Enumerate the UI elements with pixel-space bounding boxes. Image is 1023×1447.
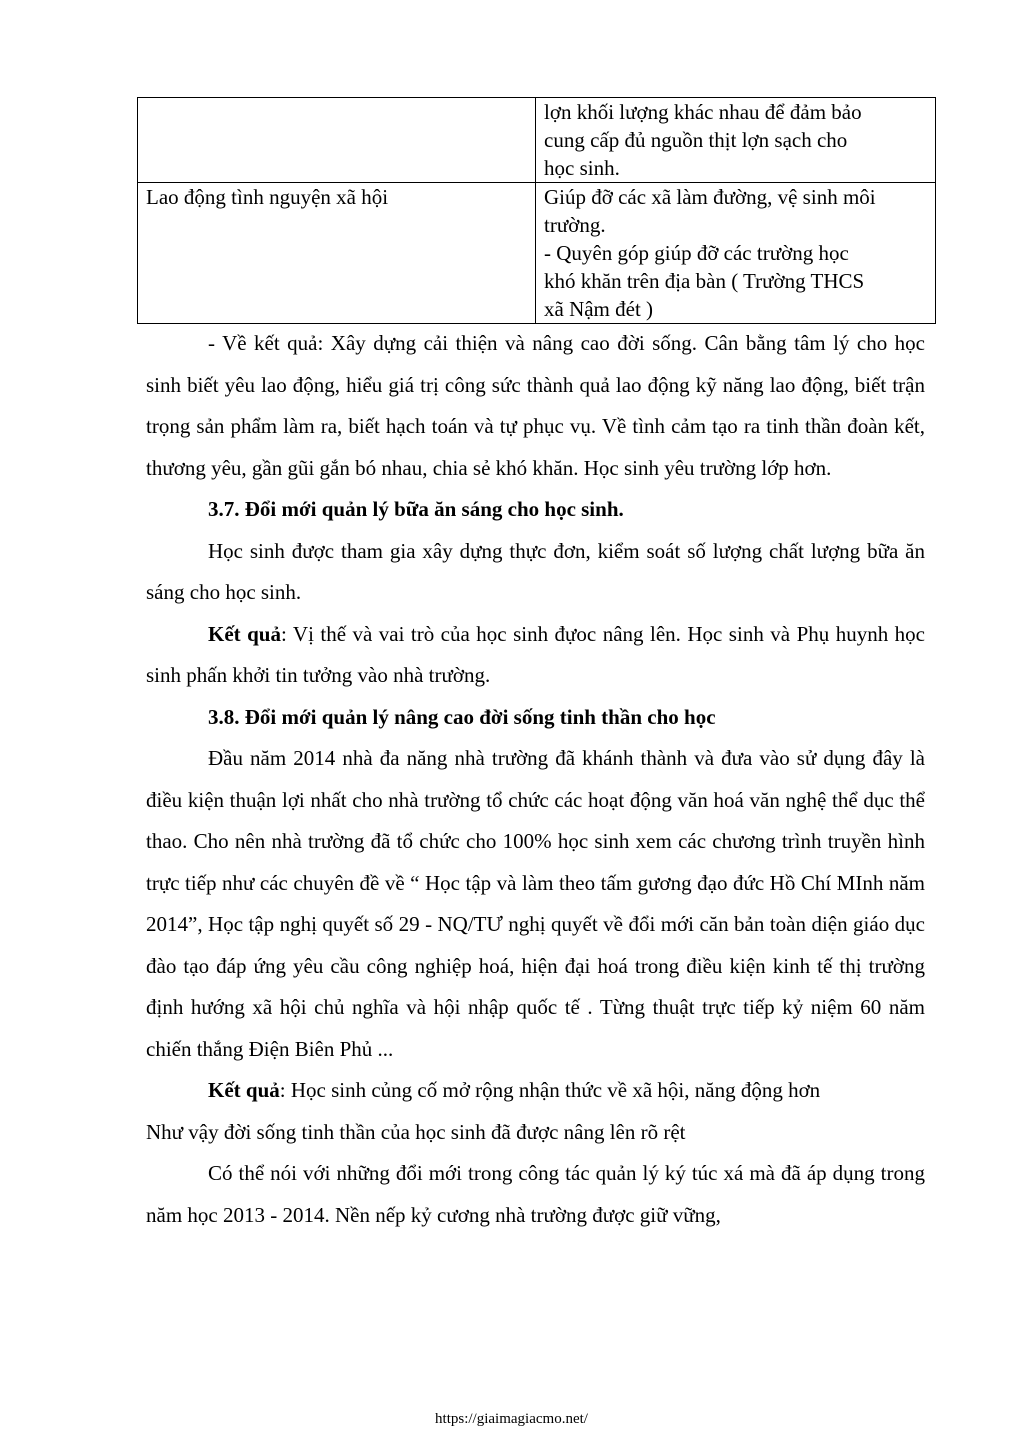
section-heading-3-7: 3.7. Đổi mới quản lý bữa ăn sáng cho học sinh.: [208, 497, 624, 521]
spiritual-life-paragraph: Đầu năm 2014 nhà đa năng nhà trường đã khánh thành và đưa vào sử dụng đây là điều kiện thuận lợi nhất cho nhà trường tổ chức các hoạt động văn hoá văn nghệ thể dục thể thao. Cho nên nhà trường đã tổ chức cho 100% học sinh xem các chương trình truyền hình trực tiếp như các chuyên đề về “ Học tập và làm theo tấm gương đạo đức Hồ Chí MInh năm 2014”, Học tập nghị quyết số 29 - NQ/TƯ nghị quyết về đổi mới căn bản toàn diện giáo dục đào tạo đáp ứng yêu cầu công nghiệp hoá, hiện đại hoá trong điều kiện kinh tế thị trường định hướng xã hội chủ nghĩa và hội nhập quốc tế . Từng thuật trực tiếp kỷ niệm 60 năm chiến thắng Điện Biên Phủ ...: [146, 746, 925, 1061]
cell-line: lợn khối lượng khác nhau để đảm bảo: [544, 100, 862, 124]
conclusion-paragraph: Có thể nói với những đổi mới trong công tác quản lý ký túc xá mà đã áp dụng trong năm học 2013 - 2014. Nền nếp kỷ cương nhà trường được giữ vững,: [146, 1161, 925, 1227]
results-paragraph: - Về kết quả: Xây dựng cải thiện và nâng cao đời sống. Cân bằng tâm lý cho học sinh biết yêu lao động, hiểu giá trị công sức thành quả lao động kỹ năng lao động, biết trận trọng sản phẩm làm ra, biết hạch toán và tự phục vụ. Về tình cảm tạo ra tinh thần đoàn kết, thương yêu, gần gũi gắn bó nhau, chia sẻ khó khăn. Học sinh yêu trường lớp hơn.: [146, 331, 925, 480]
cell-line: cung cấp đủ nguồn thịt lợn sạch cho: [544, 128, 848, 152]
breakfast-result-paragraph: [146, 614, 925, 697]
cell-line: học sinh.: [544, 156, 620, 180]
cell-line: trường.: [544, 213, 606, 237]
spiritual-result-paragraph: [146, 1070, 925, 1112]
footer-url: https://giaimagiacmo.net/: [435, 1411, 588, 1427]
table-cell-description: [536, 98, 936, 183]
cell-line: xã Nậm đét ): [544, 297, 654, 321]
table-cell-activity: Lao động tình nguyện xã hội: [138, 183, 536, 324]
cell-line: - Quyên góp giúp đỡ các trường học: [544, 241, 849, 265]
section-heading-3-8: 3.8. Đổi mới quản lý nâng cao đời sống tinh thần cho học: [208, 704, 716, 729]
cell-line: khó khăn trên địa bàn ( Trường THCS: [544, 269, 865, 293]
breakfast-paragraph: Học sinh được tham gia xây dựng thực đơn, kiểm soát số lượng chất lượng bữa ăn sáng cho học sinh.: [146, 538, 925, 604]
result-label: Kết quả: [208, 1078, 280, 1102]
result-text: : Học sinh củng cố mở rộng nhận thức về xã hội, năng động hơn: [279, 1078, 821, 1102]
table-cell-description: [536, 183, 936, 324]
result-label: Kết quả: [208, 621, 281, 646]
table-row: [138, 183, 936, 324]
cell-line: Giúp đỡ các xã làm đường, vệ sinh môi: [544, 185, 876, 209]
table-row: [138, 98, 936, 183]
activity-table: [137, 97, 936, 324]
summary-line: Như vậy đời sống tinh thần của học sinh đã được nâng lên rõ rệt: [146, 1119, 686, 1144]
result-text: : Vị thế và vai trò của học sinh đựoc nâng lên. Học sinh và Phụ huynh học sinh phấn khởi tin tưởng vào nhà trường.: [146, 621, 925, 687]
table-cell-activity: [138, 98, 536, 183]
document-body: [146, 323, 925, 1236]
